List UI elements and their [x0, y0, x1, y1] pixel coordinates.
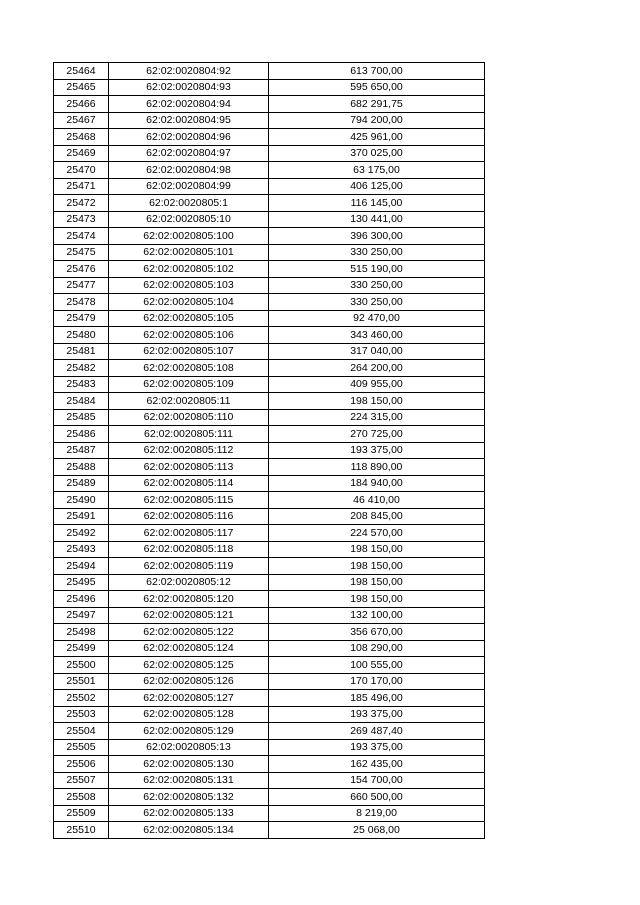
row-number-cell: 25469: [54, 145, 109, 162]
cadastral-number-cell: 62:02:0020805:1: [109, 195, 269, 212]
cadastral-number-cell: 62:02:0020805:134: [109, 822, 269, 839]
cadastral-number-cell: 62:02:0020805:12: [109, 574, 269, 591]
value-cell: 193 375,00: [269, 739, 485, 756]
row-number-cell: 25465: [54, 79, 109, 96]
row-number-cell: 25490: [54, 492, 109, 509]
row-number-cell: 25475: [54, 244, 109, 261]
row-number-cell: 25505: [54, 739, 109, 756]
row-number-cell: 25503: [54, 706, 109, 723]
cadastral-number-cell: 62:02:0020805:121: [109, 607, 269, 624]
cadastral-number-cell: 62:02:0020805:110: [109, 409, 269, 426]
row-number-cell: 25464: [54, 63, 109, 80]
cadastral-number-cell: 62:02:0020805:129: [109, 723, 269, 740]
value-cell: 356 670,00: [269, 624, 485, 641]
row-number-cell: 25476: [54, 261, 109, 278]
cadastral-number-cell: 62:02:0020805:101: [109, 244, 269, 261]
table-row: [54, 96, 485, 113]
table-row: [54, 360, 485, 377]
table-row: [54, 558, 485, 575]
table-row: [54, 426, 485, 443]
cadastral-number-cell: 62:02:0020805:100: [109, 228, 269, 245]
cadastral-number-cell: 62:02:0020805:117: [109, 525, 269, 542]
cadastral-number-cell: 62:02:0020805:120: [109, 591, 269, 608]
row-number-cell: 25470: [54, 162, 109, 179]
cadastral-number-cell: 62:02:0020805:133: [109, 805, 269, 822]
row-number-cell: 25488: [54, 459, 109, 476]
cadastral-number-cell: 62:02:0020805:127: [109, 690, 269, 707]
value-cell: 406 125,00: [269, 178, 485, 195]
row-number-cell: 25499: [54, 640, 109, 657]
value-cell: 46 410,00: [269, 492, 485, 509]
row-number-cell: 25482: [54, 360, 109, 377]
table-row: [54, 162, 485, 179]
table-row: [54, 261, 485, 278]
table-row: [54, 63, 485, 80]
value-cell: 25 068,00: [269, 822, 485, 839]
row-number-cell: 25496: [54, 591, 109, 608]
value-cell: 595 650,00: [269, 79, 485, 96]
table-row: [54, 393, 485, 410]
value-cell: 118 890,00: [269, 459, 485, 476]
row-number-cell: 25510: [54, 822, 109, 839]
cadastral-number-cell: 62:02:0020804:99: [109, 178, 269, 195]
value-cell: 660 500,00: [269, 789, 485, 806]
cadastral-number-cell: 62:02:0020805:128: [109, 706, 269, 723]
cadastral-number-cell: 62:02:0020804:95: [109, 112, 269, 129]
cadastral-number-cell: 62:02:0020805:114: [109, 475, 269, 492]
value-cell: 198 150,00: [269, 393, 485, 410]
row-number-cell: 25498: [54, 624, 109, 641]
value-cell: 682 291,75: [269, 96, 485, 113]
value-cell: 185 496,00: [269, 690, 485, 707]
cadastral-number-cell: 62:02:0020805:116: [109, 508, 269, 525]
value-cell: 317 040,00: [269, 343, 485, 360]
cadastral-number-cell: 62:02:0020805:107: [109, 343, 269, 360]
cadastral-number-cell: 62:02:0020805:111: [109, 426, 269, 443]
value-cell: 613 700,00: [269, 63, 485, 80]
value-cell: 92 470,00: [269, 310, 485, 327]
table-row: [54, 112, 485, 129]
row-number-cell: 25504: [54, 723, 109, 740]
value-cell: 330 250,00: [269, 244, 485, 261]
table-row: [54, 690, 485, 707]
value-cell: 330 250,00: [269, 294, 485, 311]
row-number-cell: 25489: [54, 475, 109, 492]
table-row: [54, 805, 485, 822]
cadastral-number-cell: 62:02:0020805:112: [109, 442, 269, 459]
cadastral-number-cell: 62:02:0020804:96: [109, 129, 269, 146]
value-cell: 264 200,00: [269, 360, 485, 377]
value-cell: 193 375,00: [269, 706, 485, 723]
value-cell: 100 555,00: [269, 657, 485, 674]
cadastral-number-cell: 62:02:0020805:115: [109, 492, 269, 509]
value-cell: 63 175,00: [269, 162, 485, 179]
cadastral-number-cell: 62:02:0020805:126: [109, 673, 269, 690]
cadastral-number-cell: 62:02:0020804:93: [109, 79, 269, 96]
cadastral-number-cell: 62:02:0020805:105: [109, 310, 269, 327]
table-row: [54, 789, 485, 806]
cadastral-number-cell: 62:02:0020805:122: [109, 624, 269, 641]
cadastral-number-cell: 62:02:0020805:119: [109, 558, 269, 575]
value-cell: 396 300,00: [269, 228, 485, 245]
table-row: [54, 756, 485, 773]
row-number-cell: 25506: [54, 756, 109, 773]
table-row: [54, 624, 485, 641]
cadastral-number-cell: 62:02:0020805:11: [109, 393, 269, 410]
value-cell: 794 200,00: [269, 112, 485, 129]
table-row: [54, 79, 485, 96]
cadastral-number-cell: 62:02:0020805:108: [109, 360, 269, 377]
row-number-cell: 25491: [54, 508, 109, 525]
table-row: [54, 310, 485, 327]
table-row: [54, 508, 485, 525]
cadastral-number-cell: 62:02:0020804:92: [109, 63, 269, 80]
table-row: [54, 640, 485, 657]
table-row: [54, 492, 485, 509]
row-number-cell: 25509: [54, 805, 109, 822]
value-cell: 270 725,00: [269, 426, 485, 443]
table-row: [54, 327, 485, 344]
cadastral-number-cell: 62:02:0020805:109: [109, 376, 269, 393]
value-cell: 154 700,00: [269, 772, 485, 789]
value-cell: 108 290,00: [269, 640, 485, 657]
value-cell: 198 150,00: [269, 558, 485, 575]
value-cell: 8 219,00: [269, 805, 485, 822]
row-number-cell: 25492: [54, 525, 109, 542]
cadastral-number-cell: 62:02:0020805:130: [109, 756, 269, 773]
row-number-cell: 25484: [54, 393, 109, 410]
row-number-cell: 25473: [54, 211, 109, 228]
row-number-cell: 25477: [54, 277, 109, 294]
row-number-cell: 25467: [54, 112, 109, 129]
table-row: [54, 541, 485, 558]
row-number-cell: 25468: [54, 129, 109, 146]
table-row: [54, 591, 485, 608]
row-number-cell: 25474: [54, 228, 109, 245]
cadastral-number-cell: 62:02:0020805:106: [109, 327, 269, 344]
row-number-cell: 25507: [54, 772, 109, 789]
row-number-cell: 25466: [54, 96, 109, 113]
table-row: [54, 244, 485, 261]
row-number-cell: 25472: [54, 195, 109, 212]
value-cell: 208 845,00: [269, 508, 485, 525]
cadastral-number-cell: 62:02:0020805:113: [109, 459, 269, 476]
cadastral-number-cell: 62:02:0020804:97: [109, 145, 269, 162]
row-number-cell: 25508: [54, 789, 109, 806]
row-number-cell: 25502: [54, 690, 109, 707]
table-row: [54, 607, 485, 624]
table-row: [54, 459, 485, 476]
value-cell: 184 940,00: [269, 475, 485, 492]
value-cell: 224 570,00: [269, 525, 485, 542]
cadastral-number-cell: 62:02:0020805:102: [109, 261, 269, 278]
value-cell: 198 150,00: [269, 591, 485, 608]
table-row: [54, 772, 485, 789]
value-cell: 130 441,00: [269, 211, 485, 228]
row-number-cell: 25480: [54, 327, 109, 344]
row-number-cell: 25481: [54, 343, 109, 360]
cadastral-number-cell: 62:02:0020805:132: [109, 789, 269, 806]
row-number-cell: 25493: [54, 541, 109, 558]
table-row: [54, 195, 485, 212]
table-row: [54, 145, 485, 162]
cadastral-number-cell: 62:02:0020805:10: [109, 211, 269, 228]
row-number-cell: 25501: [54, 673, 109, 690]
row-number-cell: 25486: [54, 426, 109, 443]
row-number-cell: 25483: [54, 376, 109, 393]
row-number-cell: 25471: [54, 178, 109, 195]
table-row: [54, 442, 485, 459]
value-cell: 198 150,00: [269, 541, 485, 558]
table-row: [54, 657, 485, 674]
row-number-cell: 25478: [54, 294, 109, 311]
table-row: [54, 525, 485, 542]
cadastral-number-cell: 62:02:0020804:98: [109, 162, 269, 179]
value-cell: 515 190,00: [269, 261, 485, 278]
value-cell: 269 487,40: [269, 723, 485, 740]
table-row: [54, 706, 485, 723]
row-number-cell: 25495: [54, 574, 109, 591]
value-cell: 330 250,00: [269, 277, 485, 294]
row-number-cell: 25479: [54, 310, 109, 327]
table-row: [54, 739, 485, 756]
table-row: [54, 178, 485, 195]
table-row: [54, 673, 485, 690]
value-cell: 370 025,00: [269, 145, 485, 162]
value-cell: 132 100,00: [269, 607, 485, 624]
cadastral-number-cell: 62:02:0020805:13: [109, 739, 269, 756]
table-row: [54, 723, 485, 740]
table-row: [54, 343, 485, 360]
table-row: [54, 294, 485, 311]
table-row: [54, 475, 485, 492]
cadastral-number-cell: 62:02:0020805:104: [109, 294, 269, 311]
cadastral-number-cell: 62:02:0020805:124: [109, 640, 269, 657]
value-cell: 162 435,00: [269, 756, 485, 773]
cadastral-number-cell: 62:02:0020805:131: [109, 772, 269, 789]
table-row: [54, 211, 485, 228]
cadastral-number-cell: 62:02:0020804:94: [109, 96, 269, 113]
value-cell: 116 145,00: [269, 195, 485, 212]
cadastral-number-cell: 62:02:0020805:118: [109, 541, 269, 558]
value-cell: 425 961,00: [269, 129, 485, 146]
row-number-cell: 25487: [54, 442, 109, 459]
value-cell: 193 375,00: [269, 442, 485, 459]
table-row: [54, 409, 485, 426]
value-cell: 409 955,00: [269, 376, 485, 393]
data-table: [53, 62, 485, 839]
table-row: [54, 376, 485, 393]
row-number-cell: 25497: [54, 607, 109, 624]
value-cell: 224 315,00: [269, 409, 485, 426]
value-cell: 170 170,00: [269, 673, 485, 690]
row-number-cell: 25494: [54, 558, 109, 575]
table-row: [54, 822, 485, 839]
row-number-cell: 25500: [54, 657, 109, 674]
cadastral-number-cell: 62:02:0020805:103: [109, 277, 269, 294]
table-row: [54, 277, 485, 294]
row-number-cell: 25485: [54, 409, 109, 426]
table-body: [54, 63, 485, 839]
value-cell: 343 460,00: [269, 327, 485, 344]
cadastral-number-cell: 62:02:0020805:125: [109, 657, 269, 674]
table-row: [54, 574, 485, 591]
value-cell: 198 150,00: [269, 574, 485, 591]
table-row: [54, 228, 485, 245]
table-row: [54, 129, 485, 146]
